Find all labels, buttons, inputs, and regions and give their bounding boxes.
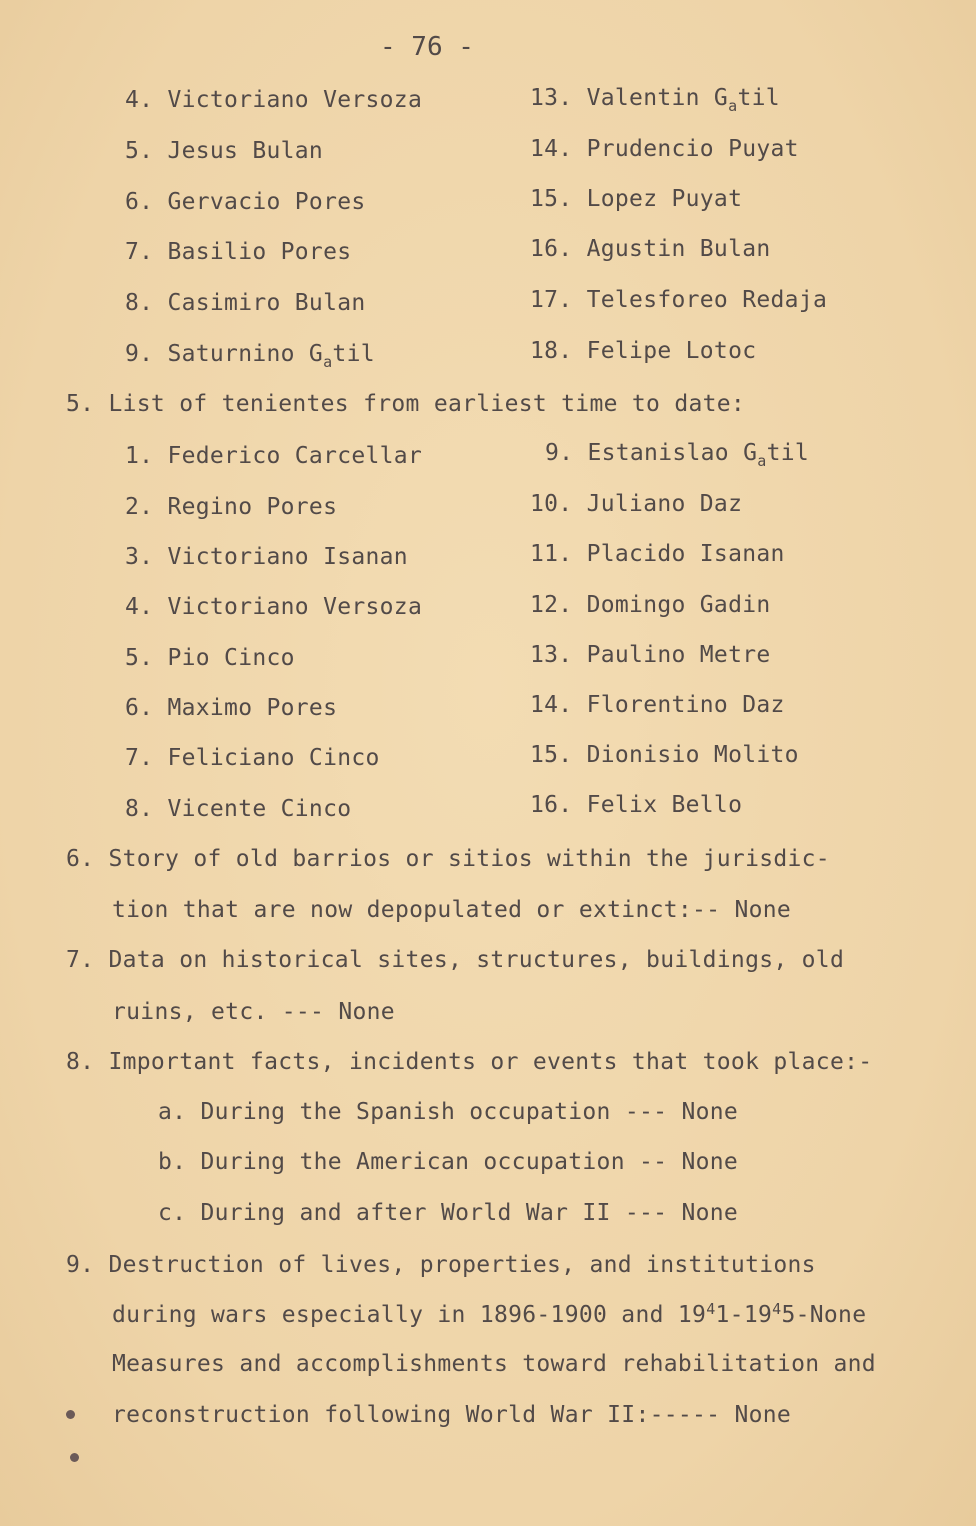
list-item: 15. Lopez Puyat	[530, 186, 743, 212]
list-item: 5. Pio Cinco	[125, 645, 295, 671]
section-9-line-4: reconstruction following World War II:----- None	[112, 1402, 792, 1428]
list-item: 7. Feliciano Cinco	[125, 745, 380, 771]
list-item: 6. Gervacio Pores	[125, 189, 366, 215]
section-7-line-2: ruins, etc. --- None	[112, 999, 395, 1025]
section-8-item-b: b. During the American occupation -- None	[158, 1149, 739, 1175]
section-5-heading: 5. List of tenientes from earliest time to date:	[66, 391, 746, 417]
list-item: 11. Placido Isanan	[530, 541, 785, 567]
page-number: - 76 -	[380, 32, 474, 62]
list-item: 15. Dionisio Molito	[530, 742, 799, 768]
list-item: 9. Saturnino $G_atil$	[125, 341, 375, 371]
list-item: 12. Domingo Gadin	[530, 592, 771, 618]
list-item: 7. Basilio Pores	[125, 239, 352, 265]
list-item: 4. Victoriano Versoza	[125, 87, 423, 113]
section-7-line-1: 7. Data on historical sites, structures, buildings, old	[66, 947, 845, 973]
list-item: 1. Federico Carcellar	[125, 443, 423, 469]
list-item: 9. Estanislao $G_atil$	[545, 440, 810, 470]
list-item: 3. Victoriano Isanan	[125, 544, 408, 570]
list-item: 5. Jesus Bulan	[125, 138, 324, 164]
list-item: 16. Agustin Bulan	[530, 236, 771, 262]
section-6-line-1: 6. Story of old barrios or sitios within the jurisdic-	[66, 846, 830, 872]
list-item: 13. Valentin $G_atil$	[530, 85, 780, 115]
section-9-line-3: Measures and accomplishments toward rehabilitation and	[112, 1351, 876, 1377]
list-item: 10. Juliano Daz	[530, 491, 743, 517]
section-9-line-1: 9. Destruction of lives, properties, and institutions	[66, 1252, 816, 1278]
list-item: 2. Regino Pores	[125, 494, 338, 520]
margin-mark	[66, 1410, 75, 1419]
section-8-item-c: c. During and after World War II --- None	[158, 1200, 739, 1226]
list-item: 8. Casimiro Bulan	[125, 290, 366, 316]
list-item: 14. Florentino Daz	[530, 692, 785, 718]
list-item: 16. Felix Bello	[530, 792, 743, 818]
list-item: 14. Prudencio Puyat	[530, 136, 799, 162]
section-8-item-a: a. During the Spanish occupation --- None	[158, 1099, 739, 1125]
list-item: 13. Paulino Metre	[530, 642, 771, 668]
list-item: 6. Maximo Pores	[125, 695, 338, 721]
section-6-line-2: tion that are now depopulated or extinct:-- None	[112, 897, 792, 923]
list-item: 17. Telesforeo Redaja	[530, 287, 828, 313]
margin-mark	[70, 1453, 79, 1462]
list-item: 4. Victoriano Versoza	[125, 594, 423, 620]
section-9-line-2: during wars especially in 1896-1900 and $19^41-19^45$-None	[112, 1300, 867, 1328]
section-8-heading: 8. Important facts, incidents or events that took place:-	[66, 1049, 873, 1075]
list-item: 8. Vicente Cinco	[125, 796, 352, 822]
list-item: 18. Felipe Lotoc	[530, 338, 757, 364]
